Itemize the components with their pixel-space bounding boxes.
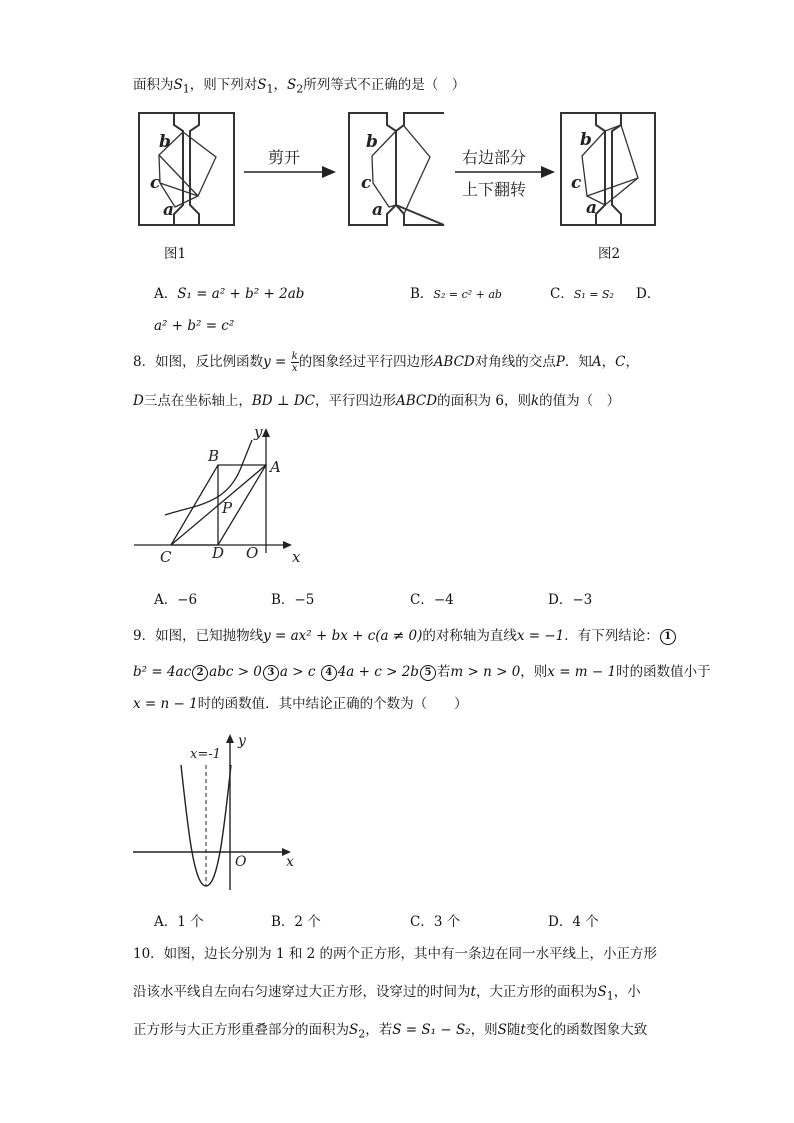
q9-label-axis: x=-1 [190, 747, 221, 762]
conclusion-3-marker: 3 [263, 665, 279, 681]
cut-letter-b: b [366, 132, 378, 152]
q8-label-c: C [160, 548, 172, 566]
q8-option-c[interactable]: C．−4 [410, 592, 454, 608]
fig1-letter-a: a [163, 200, 175, 220]
q7-option-d[interactable]: D． [636, 286, 661, 302]
conclusion-4-marker: 4 [321, 665, 337, 681]
q8-line2: D三点在坐标轴上，BD ⊥ DC，平行四边形ABCD的面积为 6，则k的值为（ ） [133, 393, 621, 409]
fig2-letter-b: b [580, 130, 592, 150]
q9-option-a[interactable]: A．1 个 [154, 914, 204, 930]
q7-option-a[interactable]: A．S₁ = a² + b² + 2ab [154, 286, 305, 302]
q7-option-d-text: a² + b² = c² [154, 318, 235, 334]
conclusion-1-marker: 1 [660, 629, 676, 645]
cut-letter-c: c [361, 173, 372, 193]
q8-label-x: x [292, 548, 301, 566]
q9-label-x: x [286, 854, 294, 870]
fig1-letter-c: c [150, 173, 161, 193]
q7-option-c[interactable]: C．S₁ = S₂ [550, 286, 614, 302]
q9-option-b[interactable]: B．2 个 [271, 914, 321, 930]
q9-y-arrow [226, 734, 234, 743]
q8-option-d[interactable]: D．−3 [548, 592, 593, 608]
q9-label-o: O [235, 854, 247, 870]
q9-line2: b² = 4ac 2 abc > 0 3 a > c 4 4a + c > 2b 5 若m > n > 0，则x = m − 1时的函数值小于 [133, 664, 711, 680]
conclusion-2-marker: 2 [192, 665, 208, 681]
q8-label-o: O [246, 544, 259, 562]
q9-option-d[interactable]: D．4 个 [548, 914, 599, 930]
arrow-2-label-bottom: 上下翻转 [462, 180, 527, 199]
q10-line1: 10．如图，边长分别为 1 和 2 的两个正方形，其中有一条边在同一水平线上，小正方形 [133, 946, 658, 962]
q8-option-a[interactable]: A．−6 [154, 592, 198, 608]
figure2-caption: 图2 [598, 246, 621, 262]
fig2-letter-c: c [571, 173, 582, 193]
fig1-letter-b: b [159, 132, 171, 152]
q8-label-b: B [208, 447, 220, 465]
arrow-2-label-top: 右边部分 [462, 148, 527, 167]
q9-option-c[interactable]: C．3 个 [410, 914, 461, 930]
q8-label-y: y [254, 423, 263, 441]
parabola-curve [181, 765, 231, 886]
fig2-letter-a: a [586, 198, 598, 218]
q8-line1: 8．如图，反比例函数y = $\frac{k}{x}$ 的图象经过平行四边形ABCD对角线的交点P．知A，C， [133, 351, 639, 374]
q10-line2: 沿该水平线自左向右匀速穿过大正方形，设穿过的时间为t，大正方形的面积为$S_1$，小 [133, 984, 641, 1003]
cut-letter-a: a [372, 200, 384, 220]
q8-label-a: A [270, 458, 281, 476]
q9-line3: x = n − 1时的函数值．其中结论正确的个数为（ ） [133, 696, 468, 712]
q8-option-b[interactable]: B．−5 [271, 592, 315, 608]
k-over-x-fraction: $\frac{k}{x}$ [291, 351, 298, 374]
q7-intro: 面积为$S_1$，则下列对$S_1$，$S_2$所列等式不正确的是（ ） [133, 77, 466, 96]
q9-label-y: y [238, 733, 246, 749]
arrow-1-label: 剪开 [268, 148, 301, 167]
q8-label-p: P [222, 499, 233, 517]
q7-option-b[interactable]: B．S₂ = c² + ab [410, 286, 502, 302]
figure1-caption: 图1 [164, 246, 187, 262]
q8-label-d: D [212, 544, 225, 562]
q9-line1: 9．如图，已知抛物线y = ax² + bx + c(a ≠ 0)的对称轴为直线x = −1．有下列结论： 1 [133, 624, 677, 645]
q10-line3: 正方形与大正方形重叠部分的面积为$S_2$，若S = S₁ − S₂，则S随t变化的函数图象大致 [133, 1022, 648, 1041]
conclusion-5-marker: 5 [420, 665, 436, 681]
